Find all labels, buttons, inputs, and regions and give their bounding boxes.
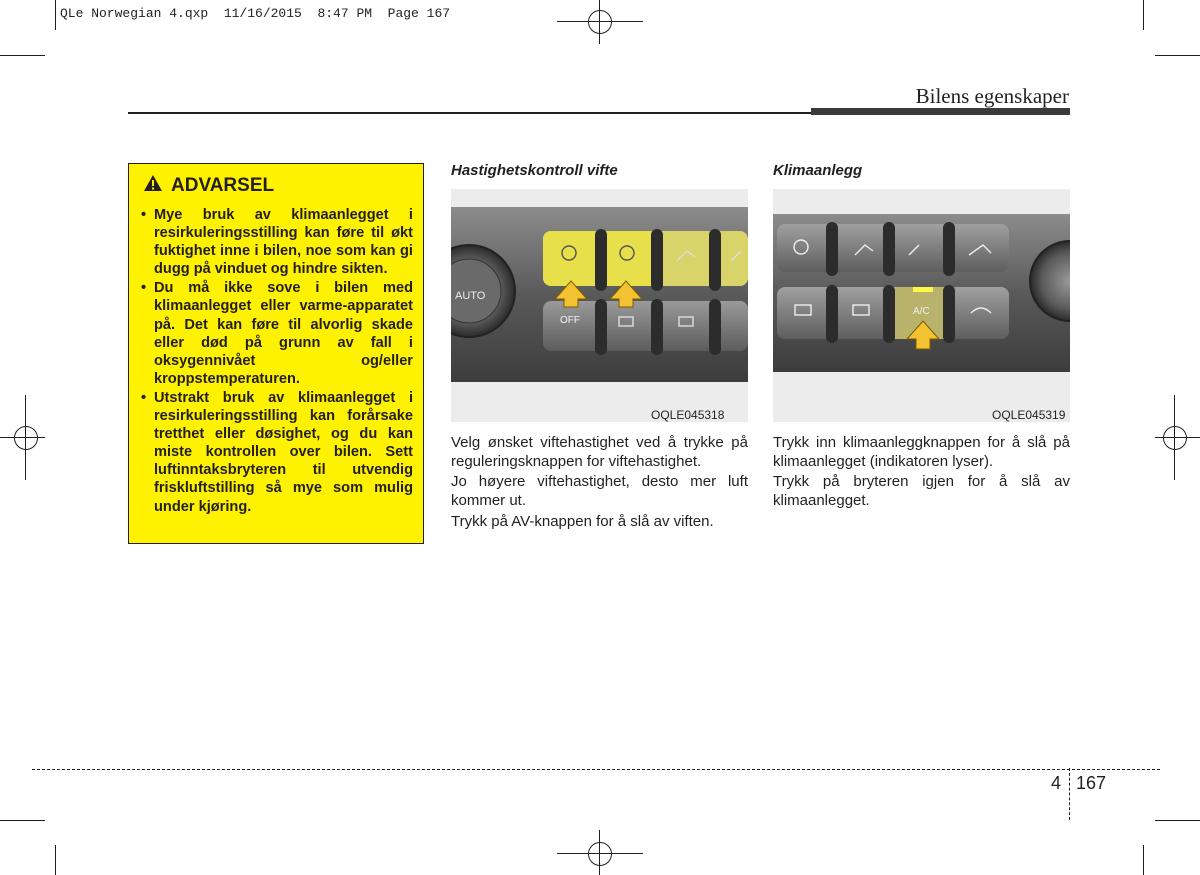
warning-list <box>141 206 413 516</box>
warning-item: • Mye bruk av klimaanlegget i resirkuleringsstilling kan føre til økt fuktighet inne i bilen, noe som kan gi dugg på vinduet og hindre sikten. <box>141 206 413 278</box>
page-number: 167 <box>1076 773 1107 793</box>
section-title: Bilens egenskaper <box>915 84 1069 108</box>
warning-title: ADVARSEL <box>171 175 275 196</box>
crop-mark <box>1143 845 1144 875</box>
ac-section-title: Klimaanlegg <box>773 162 863 179</box>
crop-mark <box>0 55 45 56</box>
fan-section-title: Hastighetskontroll vifte <box>451 162 618 179</box>
crop-mark <box>55 0 56 30</box>
off-button-label: OFF <box>560 315 580 326</box>
crop-mark <box>1143 0 1144 30</box>
auto-button-label: AUTO <box>455 290 486 302</box>
warning-heading <box>143 174 413 198</box>
fan-control-figure <box>451 189 748 422</box>
chapter-number: 4 <box>1051 773 1062 793</box>
fan-paragraph: Trykk på AV-knappen for å slå av viften. <box>451 512 714 530</box>
crop-mark <box>0 820 45 821</box>
ac-figure-code: OQLE045319 <box>992 408 1066 422</box>
warning-box <box>128 163 424 544</box>
fan-body-text <box>451 434 748 534</box>
fan-figure-code: OQLE045318 <box>651 408 725 422</box>
warning-item: • Du må ikke sove i bilen med klimaanlegget eller varme-apparatet på. Det kan føre til alvorlig skade eller død på grunn av fall i oksygennivået og/eller kroppstemperaturen. <box>141 279 413 388</box>
crop-mark <box>1155 820 1200 821</box>
fan-paragraph: Velg ønsket viftehastighet ved å trykke på reguleringsknappen for viftehastighet. <box>451 434 748 470</box>
crop-mark <box>55 845 56 875</box>
ac-paragraph: Trykk inn klimaanleggknappen for å slå på klimaanlegget (indikatoren lyser). <box>773 434 1070 470</box>
ac-paragraph: Trykk på bryteren igjen for å slå av klimaanlegget. <box>773 473 1070 510</box>
footer-rule <box>32 769 1160 770</box>
header-rule <box>128 112 811 114</box>
crop-mark <box>1155 55 1200 56</box>
warning-triangle-icon <box>143 174 163 198</box>
warning-item: • Utstrakt bruk av klimaanlegget i resirkuleringsstilling kan forårsake tretthet eller døsighet, og du kan miste kontrollen over bilen. Sett luftinntaksbryteren til utvendig friskluftstilling så mye som mulig under kjøring. <box>141 389 413 516</box>
page-number-separator <box>1069 768 1070 820</box>
ac-body-text <box>773 434 1070 513</box>
fan-paragraph: Jo høyere viftehastighet, desto mer luft kommer ut. <box>451 473 748 510</box>
ac-control-figure <box>773 189 1070 422</box>
print-header: QLe Norwegian 4.qxp 11/16/2015 8:47 PM Page 167 <box>60 6 451 21</box>
header-rule-accent <box>811 108 1070 115</box>
ac-button-label: A/C <box>913 306 930 317</box>
